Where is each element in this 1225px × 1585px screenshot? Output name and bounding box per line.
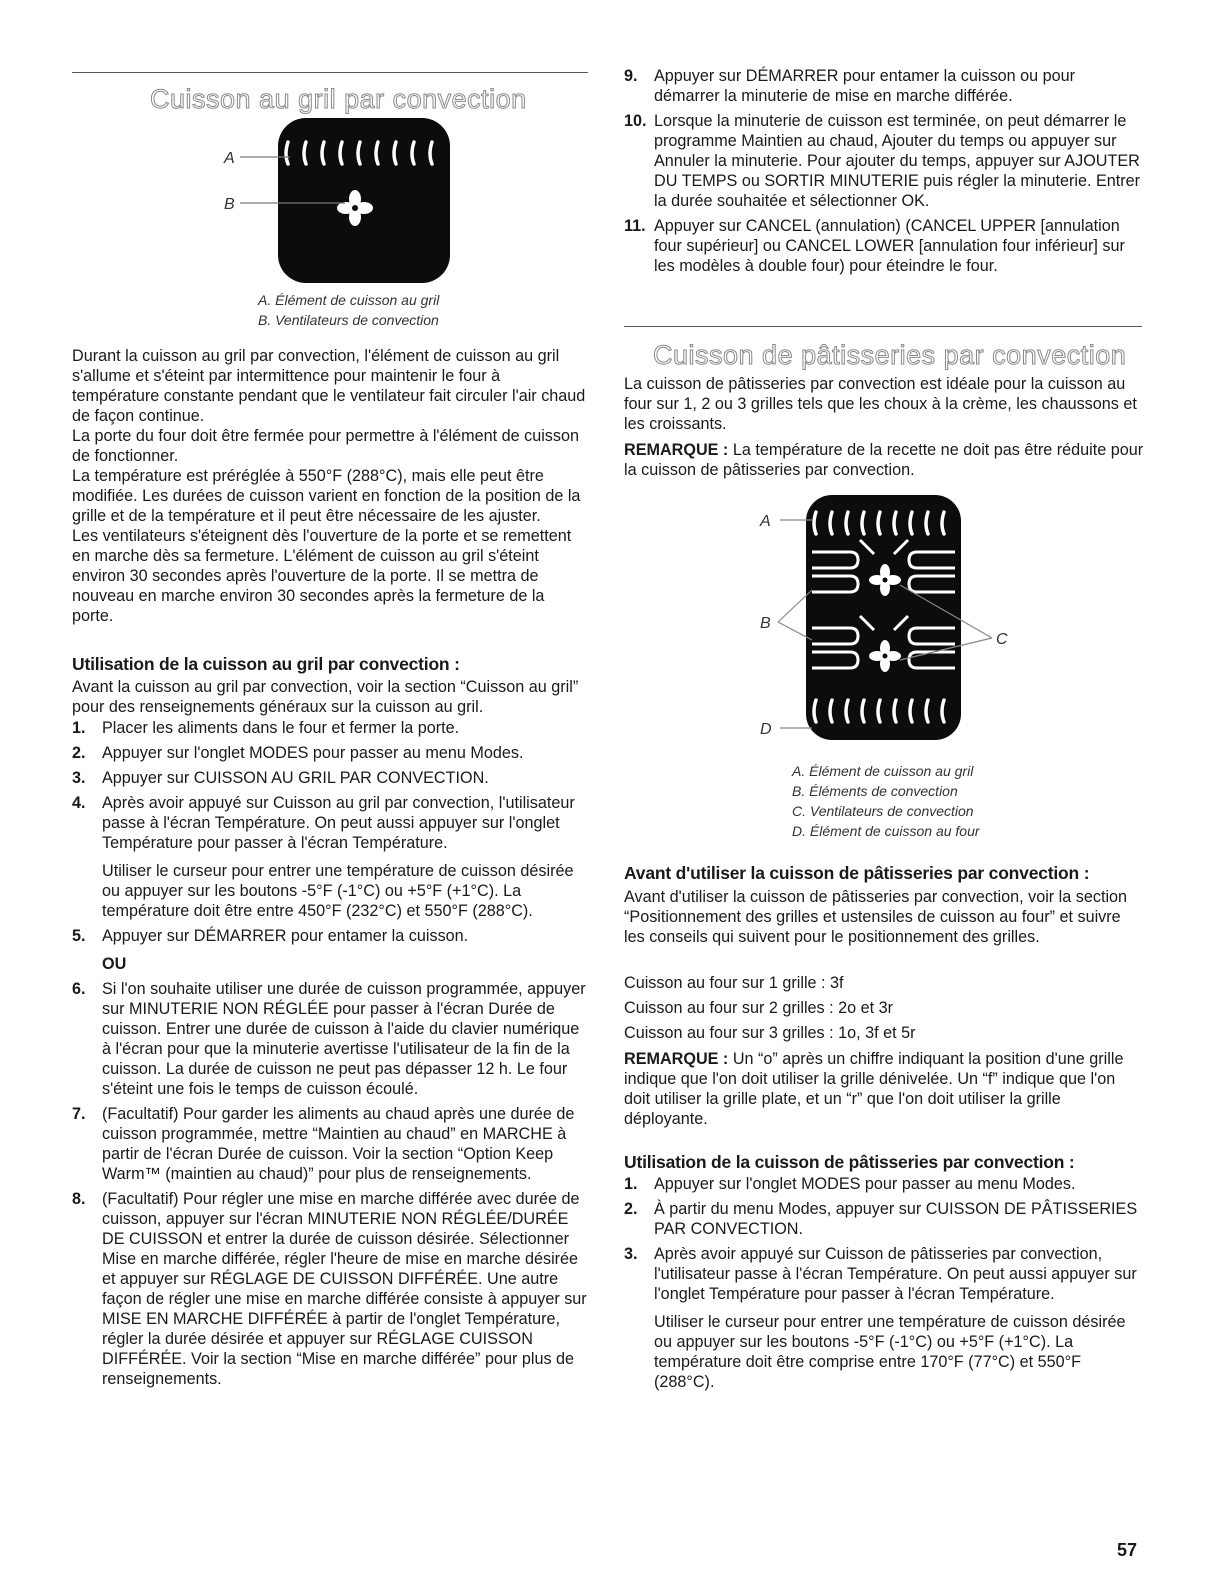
left-para-1: Durant la cuisson au gril par convection, l'élément de cuisson au gril s'allume et s'éteint par intermittence pour maintenir le four à température constante pendant que le ventilateur fait circuler l'air chaud de façon continue. bbox=[72, 347, 586, 425]
list-item: 3. Appuyer sur CUISSON AU GRIL PAR CONVECTION. bbox=[72, 769, 489, 787]
diagram-label-a: A bbox=[760, 513, 771, 530]
list-item: 2. À partir du menu Modes, appuyer sur CUISSON DE PÂTISSERIES PAR CONVECTION. bbox=[624, 1200, 1138, 1238]
rack-line-3: Cuisson au four sur 3 grilles : 1o, 3f et 5r bbox=[624, 1024, 916, 1042]
diagram-label-c: C bbox=[996, 631, 1008, 648]
list-item: 9. Appuyer sur DÉMARRER pour entamer la cuisson ou pour démarrer la minuterie de mise en marche différée. bbox=[624, 67, 1076, 105]
list-item: 5. Appuyer sur DÉMARRER pour entamer la cuisson. OU bbox=[72, 927, 469, 973]
section-title-convect-pastry: Cuisson de pâtisseries par convection bbox=[653, 340, 1127, 370]
caption-a: A. Élément de cuisson au gril bbox=[792, 763, 974, 779]
right-steps2 bbox=[624, 1174, 1144, 1392]
rack-line-1: Cuisson au four sur 1 grille : 3f bbox=[624, 974, 844, 992]
left-steps bbox=[72, 718, 588, 1389]
caption-d: D. Élément de cuisson au four bbox=[792, 823, 980, 839]
right-usage-heading: Utilisation de la cuisson de pâtisseries par convection : bbox=[624, 1152, 1075, 1172]
convect-pastry-diagram bbox=[750, 490, 1030, 750]
convect-broil-diagram bbox=[210, 112, 460, 292]
list-item: 2. Appuyer sur l'onglet MODES pour passer au menu Modes. bbox=[72, 744, 524, 762]
list-item: 1. Appuyer sur l'onglet MODES pour passer au menu Modes. bbox=[624, 1175, 1076, 1193]
list-item: 11. Appuyer sur CANCEL (annulation) (CANCEL UPPER [annulation four supérieur] ou CANCEL LOWER [annulation four inférieur] sur les modèles à double four) pour éteindre le four. bbox=[624, 217, 1125, 275]
right-intro: La cuisson de pâtisseries par convection est idéale pour la cuisson au four sur 1, 2 ou 3 grilles tels que les choux à la crème, les chaussons et les croissants. bbox=[624, 375, 1137, 433]
list-item: 7. (Facultatif) Pour garder les aliments au chaud après une durée de cuisson programmée, mettre “Maintien au chaud” en MARCHE à partir de l'écran Durée de cuisson. Voir la section “Option Keep Warm™ (maintien au chaud)” pour plus de renseignements. bbox=[72, 1105, 575, 1183]
diagram-label-b: B bbox=[760, 615, 771, 632]
caption-b: B. Ventilateurs de convection bbox=[258, 312, 439, 328]
left-para-3: La température est préréglée à 550°F (288°C), mais elle peut être modifiée. Les durées de cuisson varient en fonction de la position de la grille et de la température et il peut être nécessaire de les ajuster. bbox=[72, 467, 581, 525]
list-item: 8. (Facultatif) Pour régler une mise en marche différée avec durée de cuisson, appuyer sur l'écran MINUTERIE NON RÉGLÉE/DURÉE DE CUISSON et entrer la durée de cuisson désirée. Sélectionner Mise en marche différée, régler l'heure de mise en marche désirée et appuyer sur RÉGLAGE DE CUISSON DIFFÉRÉE. Une autre façon de régler une mise en marche différée consiste à appuyer sur MISE EN MARCHE DIFFÉRÉE à partir de l'onglet Température, régler la durée désirée et appuyer sur RÉGLAGE CUISSON DIFFÉRÉE. Voir la section “Mise en marche différée” pour plus de renseignements. bbox=[72, 1190, 587, 1388]
diagram-label-d: D bbox=[760, 721, 772, 738]
section-title-convect-broil: Cuisson au gril par convection bbox=[150, 84, 527, 114]
list-item: 1. Placer les aliments dans le four et fermer la porte. bbox=[72, 719, 460, 737]
caption-a: A. Élément de cuisson au gril bbox=[258, 292, 440, 308]
list-item: 4. Après avoir appuyé sur Cuisson au gril par convection, l'utilisateur passe à l'écran Température. On peut aussi appuyer sur l'onglet Température pour passer à l'écran Température. Utiliser le curseur pour entrer une température de cuisson désirée ou appuyer sur les boutons -5°F (-1°C) ou +5°F (+1°C). La température doit être entre 450°F (232°C) et 550°F (288°C). bbox=[72, 794, 575, 920]
diagram-label-b: B bbox=[224, 196, 235, 213]
right-note-1: REMARQUE : La température de la recette ne doit pas être réduite pour la cuisson de pâtisseries par convection. bbox=[624, 441, 1144, 479]
mid-rule-right bbox=[624, 326, 1142, 327]
left-usage-intro: Avant la cuisson au gril par convection, voir la section “Cuisson au gril” pour des renseignements généraux sur la cuisson au gril. bbox=[72, 678, 579, 716]
right-before-heading: Avant d'utiliser la cuisson de pâtisseries par convection : bbox=[624, 863, 1090, 883]
right-steps-cont bbox=[624, 66, 1144, 276]
left-para-2: La porte du four doit être fermée pour permettre à l'élément de cuisson de fonctionner. bbox=[72, 427, 579, 465]
list-item: 3. Après avoir appuyé sur Cuisson de pâtisseries par convection, l'utilisateur passe à l'écran Température. On peut aussi appuyer sur l'onglet Température pour passer à l'écran Température. Utiliser le curseur pour entrer une température de cuisson désirée ou appuyer sur les boutons -5°F (-1°C) ou +5°F (+1°C). La température doit être comprise entre 170°F (77°C) et 550°F (288°C). bbox=[624, 1245, 1137, 1391]
top-rule-left bbox=[72, 72, 588, 73]
list-item: 10. Lorsque la minuterie de cuisson est terminée, on peut démarrer le programme Maintien au chaud, Ajouter du temps ou appuyer sur Annuler la minuterie. Pour ajouter du temps, appuyer sur AJOUTER DU TEMPS ou SORTIR MINUTERIE puis régler la minuterie. Entrer la durée souhaitée et sélectionner OK. bbox=[624, 112, 1141, 210]
caption-c: C. Ventilateurs de convection bbox=[792, 803, 974, 819]
rack-line-2: Cuisson au four sur 2 grilles : 2o et 3r bbox=[624, 999, 894, 1017]
list-item: 6. Si l'on souhaite utiliser une durée de cuisson programmée, appuyer sur MINUTERIE NON RÉGLÉE pour passer à l'écran Durée de cuisson. Entrer une durée de cuisson à l'aide du clavier numérique à l'écran pour que la minuterie avertisse l'utilisateur de la fin de la cuisson. La durée de cuisson ne peut pas dépasser 12 h. Le four s'éteint une fois le temps de cuisson écoulé. bbox=[72, 980, 586, 1098]
caption-b: B. Éléments de convection bbox=[792, 783, 958, 799]
left-usage-heading: Utilisation de la cuisson au gril par convection : bbox=[72, 654, 460, 674]
page-number: 57 bbox=[1116, 1540, 1137, 1560]
right-note-2: REMARQUE : Un “o” après un chiffre indiquant la position d'une grille indique que l'on doit utiliser la grille dénivelée. Un “f” indique que l'on doit utiliser la grille plate, et un “r” que l'on doit utiliser la grille déployante. bbox=[624, 1050, 1124, 1128]
right-before-text: Avant d'utiliser la cuisson de pâtisseries par convection, voir la section “Positionnement des grilles et ustensiles de cuisson au four” et suivre les conseils qui suivent pour le positionnement des grilles. bbox=[624, 888, 1128, 946]
diagram-label-a: A bbox=[224, 150, 235, 167]
left-para-4: Les ventilateurs s'éteignent dès l'ouverture de la porte et se remettent en marche dès sa fermeture. L'élément de cuisson au gril s'éteint environ 30 secondes après l'ouverture de la porte. Il se mettra de nouveau en marche environ 30 secondes après la fermeture de la porte. bbox=[72, 527, 572, 625]
